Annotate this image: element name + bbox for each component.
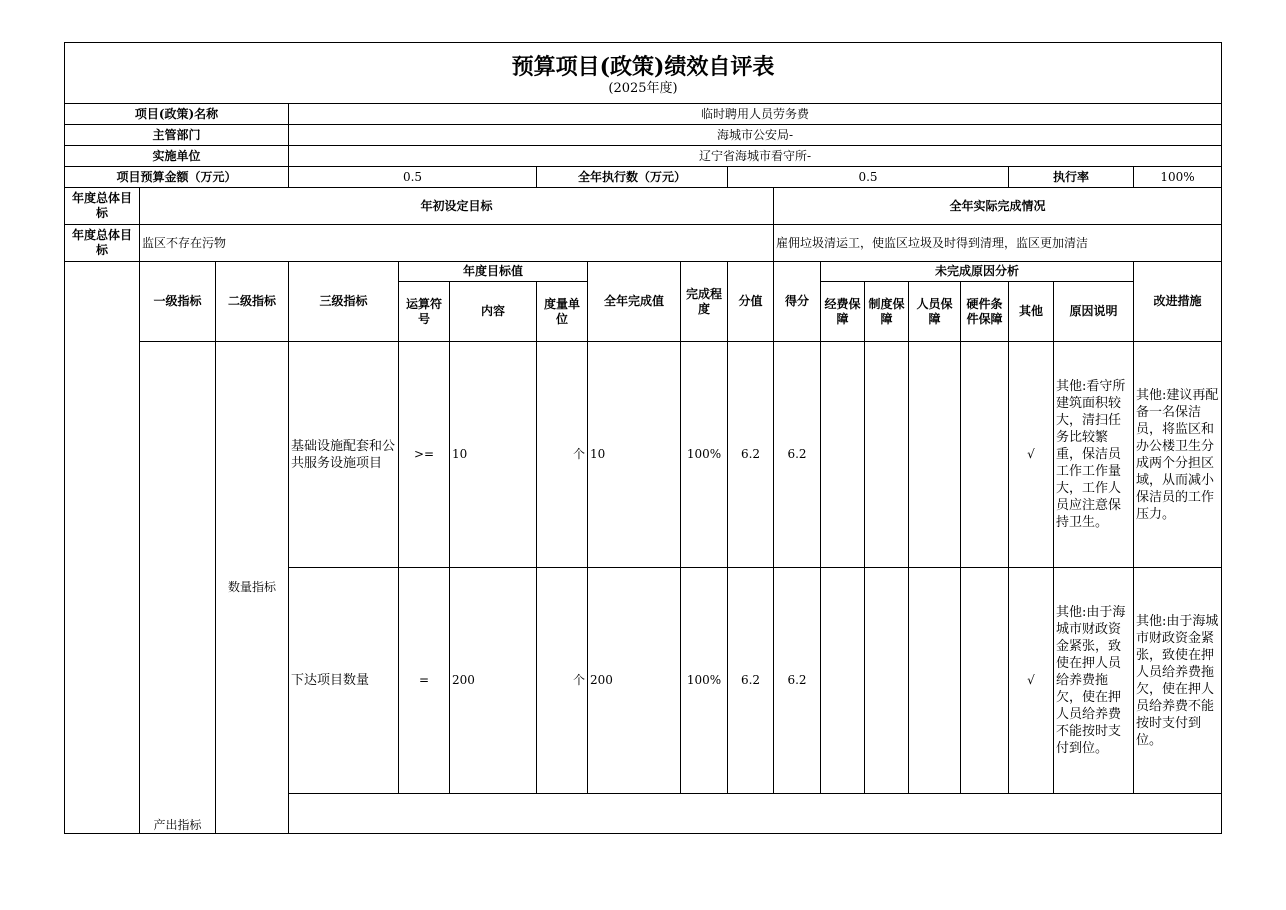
rate-label: 执行率 (1009, 167, 1134, 188)
actual-value-header: 全年完成值 (588, 262, 681, 342)
project-name-value: 临时聘用人员劳务费 (289, 104, 1222, 125)
system-cell (865, 342, 909, 568)
page-subtitle: (2025年度) (608, 81, 678, 96)
hardware-cell (961, 342, 1009, 568)
level1-cell (140, 342, 216, 834)
score-cell: 6.2 (774, 568, 821, 794)
unit-value: 个 (537, 342, 588, 568)
score-value-header: 分值 (728, 262, 774, 342)
hardware-header: 硬件条件保障 (961, 282, 1009, 342)
executed-label: 全年执行数（万元） (537, 167, 728, 188)
system-header: 制度保障 (865, 282, 909, 342)
other-header: 其他 (1009, 282, 1054, 342)
title-cell (65, 43, 1222, 104)
content-value: 200 (450, 568, 537, 794)
budget-value: 0.5 (289, 167, 537, 188)
executed-value: 0.5 (728, 167, 1009, 188)
completion-value: 100% (681, 342, 728, 568)
funding-cell (821, 568, 865, 794)
unit-header: 度量单位 (537, 282, 588, 342)
rate-value: 100% (1134, 167, 1222, 188)
evaluation-table (64, 42, 1222, 834)
actual-completion-header: 全年实际完成情况 (774, 188, 1222, 225)
goal-header-label: 年度总体目标 (65, 188, 140, 225)
unit-value: 辽宁省海城市看守所- (289, 146, 1222, 167)
project-name-label: 项目(政策)名称 (65, 104, 289, 125)
funding-cell (821, 342, 865, 568)
score-cell: 6.2 (774, 342, 821, 568)
other-check-cell: √ (1009, 342, 1054, 568)
operator-value: >= (399, 342, 450, 568)
annual-target-header: 年度目标值 (399, 262, 588, 282)
goal-row-label: 年度总体目标 (65, 225, 140, 262)
improve-cell: 其他:由于海城市财政资金紧张，致使在押人员给养费拖欠，使在押人员给养费不能按时支付到位。 (1134, 568, 1222, 794)
score-header: 得分 (774, 262, 821, 342)
hardware-cell (961, 568, 1009, 794)
level2-value: 数量指标 (227, 580, 276, 594)
score-value-cell: 6.2 (728, 568, 774, 794)
actual-value: 200 (588, 568, 681, 794)
actual-completion-text: 雇佣垃圾清运工，使监区垃圾及时得到清理，监区更加清洁 (774, 225, 1222, 262)
budget-label: 项目预算金额（万元） (65, 167, 289, 188)
level2-header: 二级指标 (216, 262, 289, 342)
improve-cell: 其他:建议再配备一名保洁员，将监区和办公楼卫生分成两个分担区域，从而减小保洁员的工作压力。 (1134, 342, 1222, 568)
reason-desc-cell: 其他:由于海城市财政资金紧张，致使在押人员给养费拖欠，使在押人员给养费不能按时支付到位。 (1054, 568, 1134, 794)
indicator-name: 基础设施配套和公共服务设施项目 (289, 342, 399, 568)
continuation-row (289, 794, 1222, 834)
unit-value: 个 (537, 568, 588, 794)
content-value: 10 (450, 342, 537, 568)
dept-label: 主管部门 (65, 125, 289, 146)
operator-header: 运算符号 (399, 282, 450, 342)
initial-goal-header: 年初设定目标 (140, 188, 774, 225)
personnel-cell (909, 342, 961, 568)
level1-header: 一级指标 (140, 262, 216, 342)
initial-goal-text: 监区不存在污物 (140, 225, 774, 262)
personnel-cell (909, 568, 961, 794)
reasons-header: 未完成原因分析 (821, 262, 1134, 282)
system-cell (865, 568, 909, 794)
improve-header: 改进措施 (1134, 262, 1222, 342)
operator-value: = (399, 568, 450, 794)
reason-desc-cell: 其他:看守所建筑面积较大，清扫任务比较繁重，保洁员工作工作量大，工作人员应注意保持卫生。 (1054, 342, 1134, 568)
content-header: 内容 (450, 282, 537, 342)
other-check-cell: √ (1009, 568, 1054, 794)
dept-value: 海城市公安局- (289, 125, 1222, 146)
completion-value: 100% (681, 568, 728, 794)
unit-label: 实施单位 (65, 146, 289, 167)
table-row (65, 342, 1222, 568)
score-value-cell: 6.2 (728, 342, 774, 568)
page-title: 预算项目(政策)绩效自评表 (511, 54, 775, 80)
completion-header: 完成程度 (681, 262, 728, 342)
indicator-name: 下达项目数量 (289, 568, 399, 794)
indicator-side-cell (65, 262, 140, 834)
level2-cell (216, 342, 289, 834)
level3-header: 三级指标 (289, 262, 399, 342)
reason-desc-header: 原因说明 (1054, 282, 1134, 342)
level1-value: 产出指标 (153, 818, 202, 832)
personnel-header: 人员保障 (909, 282, 961, 342)
actual-value: 10 (588, 342, 681, 568)
performance-evaluation-sheet (64, 42, 1221, 832)
funding-header: 经费保障 (821, 282, 865, 342)
